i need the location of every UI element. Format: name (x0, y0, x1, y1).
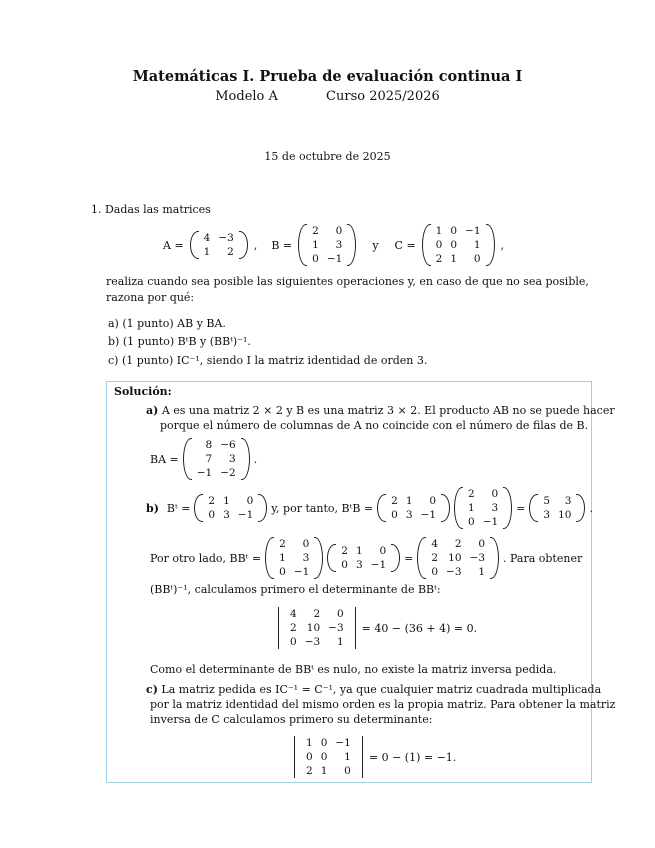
matrix-entry: 10 (306, 622, 321, 634)
matrix-row (286, 607, 348, 621)
det-conclusion: Como el determinante de BBᵗ es nulo, no existe la matriz inversa pedida. (150, 663, 557, 676)
matrix-entry: 0 (306, 751, 313, 763)
det-bar-right (362, 736, 363, 778)
matrix-row (539, 508, 575, 522)
matrix-entry: −1 (370, 559, 387, 571)
c-determinant (292, 736, 365, 778)
determinant-bbt (276, 604, 477, 652)
matrix-table (286, 607, 348, 649)
matrix-entry: 3 (491, 502, 499, 514)
matrix-entry: 0 (450, 225, 458, 237)
conj-y: y (372, 238, 379, 252)
matrix-entry: 3 (564, 495, 572, 507)
matrix-entry: 0 (302, 538, 310, 550)
matrix-row (432, 224, 485, 238)
matrix-entry: 3 (229, 453, 236, 465)
matrix-entry: 0 (335, 225, 343, 237)
matrix-row (193, 452, 240, 466)
matrix-entry: 1 (306, 737, 313, 749)
matrix-row (432, 238, 485, 252)
model-label: Modelo A (215, 89, 278, 104)
b-matrix-second (265, 537, 323, 579)
matrix-entry: −3 (218, 232, 234, 244)
matrix-entry: 0 (208, 509, 216, 521)
matrix-entry: 3 (405, 509, 413, 521)
matrix-table (539, 494, 575, 522)
matrix-entry: 2 (431, 552, 439, 564)
ba-matrix (183, 438, 250, 480)
matrix-entry: 2 (306, 765, 313, 777)
matrix-table (193, 438, 240, 480)
label-b: B = (271, 238, 293, 252)
paren-right (576, 494, 585, 522)
determinant-c (292, 735, 456, 779)
matrix-entry: 1 (223, 495, 230, 507)
bt-label: Bᵗ = (166, 501, 191, 515)
course-label: Curso 2025/2026 (326, 89, 440, 104)
matrix-entry: 0 (468, 516, 475, 528)
matrix-entry: 2 (468, 488, 475, 500)
matrix-entry: 0 (429, 495, 436, 507)
matrix-row (308, 238, 346, 252)
matrix-row (308, 252, 346, 266)
bbt-intro: Por otro lado, BBᵗ = (150, 551, 262, 565)
matrix-entry: 1 (473, 239, 481, 251)
bt-text: y, por tanto, BᵗB = (271, 501, 374, 515)
matrix-entry: 3 (223, 509, 230, 521)
matrix-entry: −1 (465, 225, 481, 237)
matrix-row (432, 252, 485, 266)
matrix-entry: −1 (196, 467, 213, 479)
matrix-row (427, 565, 489, 579)
matrix-entry: 0 (391, 509, 398, 521)
item-c: c) (1 punto) IC⁻¹, siendo I la matriz identidad de orden 3. (108, 354, 428, 367)
paren-left (265, 537, 274, 579)
matrix-row (286, 635, 348, 649)
matrix-entry: 0 (312, 253, 319, 265)
solution-a-label: a) (146, 404, 159, 417)
solution-a-line-2: porque el número de columnas de A no coincide con el número de filas de B. (160, 419, 589, 432)
item-a: a) (1 punto) AB y BA. (108, 317, 226, 330)
btb-result-matrix (529, 494, 585, 522)
matrix-entry: 0 (290, 636, 297, 648)
bbt-determinant (276, 607, 358, 649)
matrix-entry: 0 (336, 608, 344, 620)
matrix-entry: 1 (355, 545, 363, 557)
matrices-definition: A = 4 −3 1 2 , B = 2 0 1 3 0 −1 y C = 1 0 −1 0 0 1 2 1 0 , (163, 225, 505, 265)
matrix-row (464, 501, 502, 515)
matrix-entry: 0 (478, 538, 485, 550)
paren-right (241, 438, 250, 480)
paren-right (314, 537, 323, 579)
matrix-entry: 8 (205, 439, 213, 451)
matrix-entry: 2 (279, 538, 286, 550)
matrix-entry: 1 (203, 246, 211, 258)
matrix-entry: −3 (304, 636, 321, 648)
paren-right (490, 537, 499, 579)
paren-right (441, 494, 450, 522)
matrix-entry: 1 (279, 552, 286, 564)
matrix-entry: 0 (246, 495, 254, 507)
matrix-entry: −1 (420, 509, 436, 521)
solution-b-label: b) (146, 501, 159, 515)
matrix-entry: −1 (326, 253, 343, 265)
matrix-table (432, 224, 485, 266)
paren-right (239, 231, 248, 259)
paren-right (258, 494, 267, 522)
bt-matrix (194, 494, 267, 522)
matrix-row (193, 466, 240, 480)
matrix-table (302, 736, 355, 778)
paren-left (377, 494, 386, 522)
instruction-line-1: realiza cuando sea posible las siguientes operaciones y, en caso de que no sea posible, (106, 275, 589, 288)
matrix-entry: 1 (312, 239, 319, 251)
matrix-entry: 0 (379, 545, 387, 557)
matrix-entry: 4 (431, 538, 439, 550)
matrix-row (387, 508, 440, 522)
matrix-entry: 0 (320, 737, 328, 749)
ba-result: BA = 8 −6 7 3 −1 −2 . (150, 439, 258, 479)
label-c: C = (394, 238, 416, 252)
matrix-table (427, 537, 489, 579)
matrix-entry: 2 (435, 253, 443, 265)
paren-left (422, 224, 431, 266)
det-bar-left (294, 736, 295, 778)
matrix-entry: 5 (543, 495, 551, 507)
matrix-row (302, 750, 355, 764)
matrix-table (337, 544, 390, 572)
matrix-row (302, 764, 355, 778)
paren-left (194, 494, 203, 522)
matrix-a (190, 231, 248, 259)
instruction-line-2: razona por qué: (106, 291, 195, 304)
matrix-table (464, 487, 502, 529)
matrix-table (275, 537, 313, 579)
item-b: b) (1 punto) BᵗB y (BBᵗ)⁻¹. (108, 335, 251, 348)
matrix-row (275, 565, 313, 579)
matrix-entry: 0 (435, 239, 443, 251)
matrix-entry: 2 (290, 622, 297, 634)
det-equation: = 40 − (36 + 4) = 0. (361, 621, 478, 635)
solution-a-text-1: A es una matriz 2 × 2 y B es una matriz 3 × 2. El producto AB no se puede hacer (161, 404, 615, 417)
matrix-table (200, 231, 238, 259)
solution-c-line-3: inversa de C calculamos primero su determinante: (150, 713, 433, 726)
matrix-entry: 2 (312, 225, 319, 237)
matrix-table (308, 224, 346, 266)
matrix-row (539, 494, 575, 508)
matrix-entry: 2 (341, 545, 348, 557)
matrix-entry: 1 (478, 566, 485, 578)
matrix-entry: 2 (208, 495, 216, 507)
matrix-entry: 10 (448, 552, 462, 564)
matrix-entry: −6 (220, 439, 236, 451)
bbt-result-matrix (417, 537, 499, 579)
matrix-entry: −1 (293, 566, 310, 578)
matrix-row (275, 551, 313, 565)
solution-c-label: c) (146, 683, 158, 696)
matrix-entry: 1 (468, 502, 475, 514)
paren-left (190, 231, 199, 259)
matrix-entry: −3 (469, 552, 485, 564)
matrix-row (464, 515, 502, 529)
matrix-entry: 3 (335, 239, 343, 251)
matrix-row (200, 245, 238, 259)
matrix-entry: 1 (336, 636, 344, 648)
matrix-row (204, 494, 257, 508)
matrix-entry: 2 (391, 495, 398, 507)
matrix-entry: −1 (482, 516, 499, 528)
matrix-entry: 0 (450, 239, 458, 251)
matrix-row (302, 736, 355, 750)
matrix-entry: 3 (355, 559, 363, 571)
matrix-row (427, 537, 489, 551)
matrix-entry: 4 (203, 232, 211, 244)
matrix-row (464, 487, 502, 501)
matrix-row (337, 544, 390, 558)
matrix-entry: 1 (450, 253, 458, 265)
matrix-table (204, 494, 257, 522)
paren-left (183, 438, 192, 480)
solution-c-line-1 (146, 682, 601, 697)
matrix-entry: −1 (237, 509, 254, 521)
ba-label: BA = (150, 452, 179, 466)
paren-right (503, 487, 512, 529)
matrix-entry: 0 (279, 566, 286, 578)
b-matrix-repeat (454, 487, 512, 529)
matrix-entry: 10 (558, 509, 572, 521)
matrix-row (204, 508, 257, 522)
c-det-equation: = 0 − (1) = −1. (368, 750, 457, 764)
matrix-entry: 0 (341, 559, 348, 571)
paren-left (454, 487, 463, 529)
exam-date: 15 de octubre de 2025 (264, 150, 391, 163)
matrix-entry: 0 (320, 751, 328, 763)
paren-right (486, 224, 495, 266)
bt-matrix-second (327, 544, 400, 572)
bbt-after: . Para obtener (503, 551, 583, 565)
det-bar-left (278, 607, 279, 649)
matrix-entry: 0 (431, 566, 439, 578)
matrix-entry: 4 (290, 608, 297, 620)
bt-matrix-repeat (377, 494, 450, 522)
matrix-entry: −3 (328, 622, 344, 634)
paren-left (327, 544, 336, 572)
solution-c-text-1: La matriz pedida es IC⁻¹ = C⁻¹, ya que cualquier matriz cuadrada multiplicada (161, 683, 602, 696)
matrix-row (193, 438, 240, 452)
matrix-row (286, 621, 348, 635)
matrix-entry: 0 (344, 765, 351, 777)
matrix-table (387, 494, 440, 522)
matrix-b (298, 224, 356, 266)
matrix-row (308, 224, 346, 238)
matrix-entry: 1 (405, 495, 413, 507)
page-title: Matemáticas I. Prueba de evaluación continua I (132, 68, 523, 85)
matrix-entry: 0 (473, 253, 481, 265)
paren-left (529, 494, 538, 522)
solution-c-line-2: por la matriz identidad del mismo orden es la propia matriz. Para obtener la matriz (150, 698, 616, 711)
problem-intro: 1. Dadas las matrices (91, 203, 211, 216)
matrix-entry: 1 (320, 765, 328, 777)
matrix-entry: 2 (313, 608, 321, 620)
matrix-entry: 3 (302, 552, 310, 564)
matrix-row (427, 551, 489, 565)
paren-right (391, 544, 400, 572)
det-bar-right (355, 607, 356, 649)
label-a: A = (163, 238, 184, 252)
matrix-entry: −2 (220, 467, 236, 479)
matrix-entry: 2 (454, 538, 462, 550)
solution-a-line-1 (146, 403, 615, 418)
matrix-row (200, 231, 238, 245)
matrix-entry: 7 (205, 453, 213, 465)
matrix-entry: 3 (543, 509, 551, 521)
subtitle (0, 89, 655, 104)
matrix-row (337, 558, 390, 572)
matrix-entry: −1 (335, 737, 351, 749)
matrix-entry: 0 (491, 488, 499, 500)
matrix-entry: 1 (344, 751, 351, 763)
matrix-entry: −3 (446, 566, 462, 578)
matrix-row (275, 537, 313, 551)
matrix-entry: 1 (435, 225, 443, 237)
solution-heading: Solución: (114, 385, 172, 398)
matrix-entry: 2 (227, 246, 234, 258)
paren-left (298, 224, 307, 266)
bt-row: b) Bᵗ = 2 1 0 0 3 −1 y, por tanto, BᵗB = 2 1 0 0 3 −1 2 0 1 3 0 −1 = 5 3 3 10 . (146, 488, 593, 528)
bbt-row: Por otro lado, BBᵗ = 2 0 1 3 0 −1 2 1 0 0 3 −1 = 4 2 0 2 10 −3 0 −3 1 . Para obtener (150, 538, 583, 578)
matrix-row (387, 494, 440, 508)
paren-left (417, 537, 426, 579)
paren-right (347, 224, 356, 266)
inverse-text: (BBᵗ)⁻¹, calculamos primero el determinante de BBᵗ: (150, 583, 441, 596)
matrix-c (422, 224, 495, 266)
